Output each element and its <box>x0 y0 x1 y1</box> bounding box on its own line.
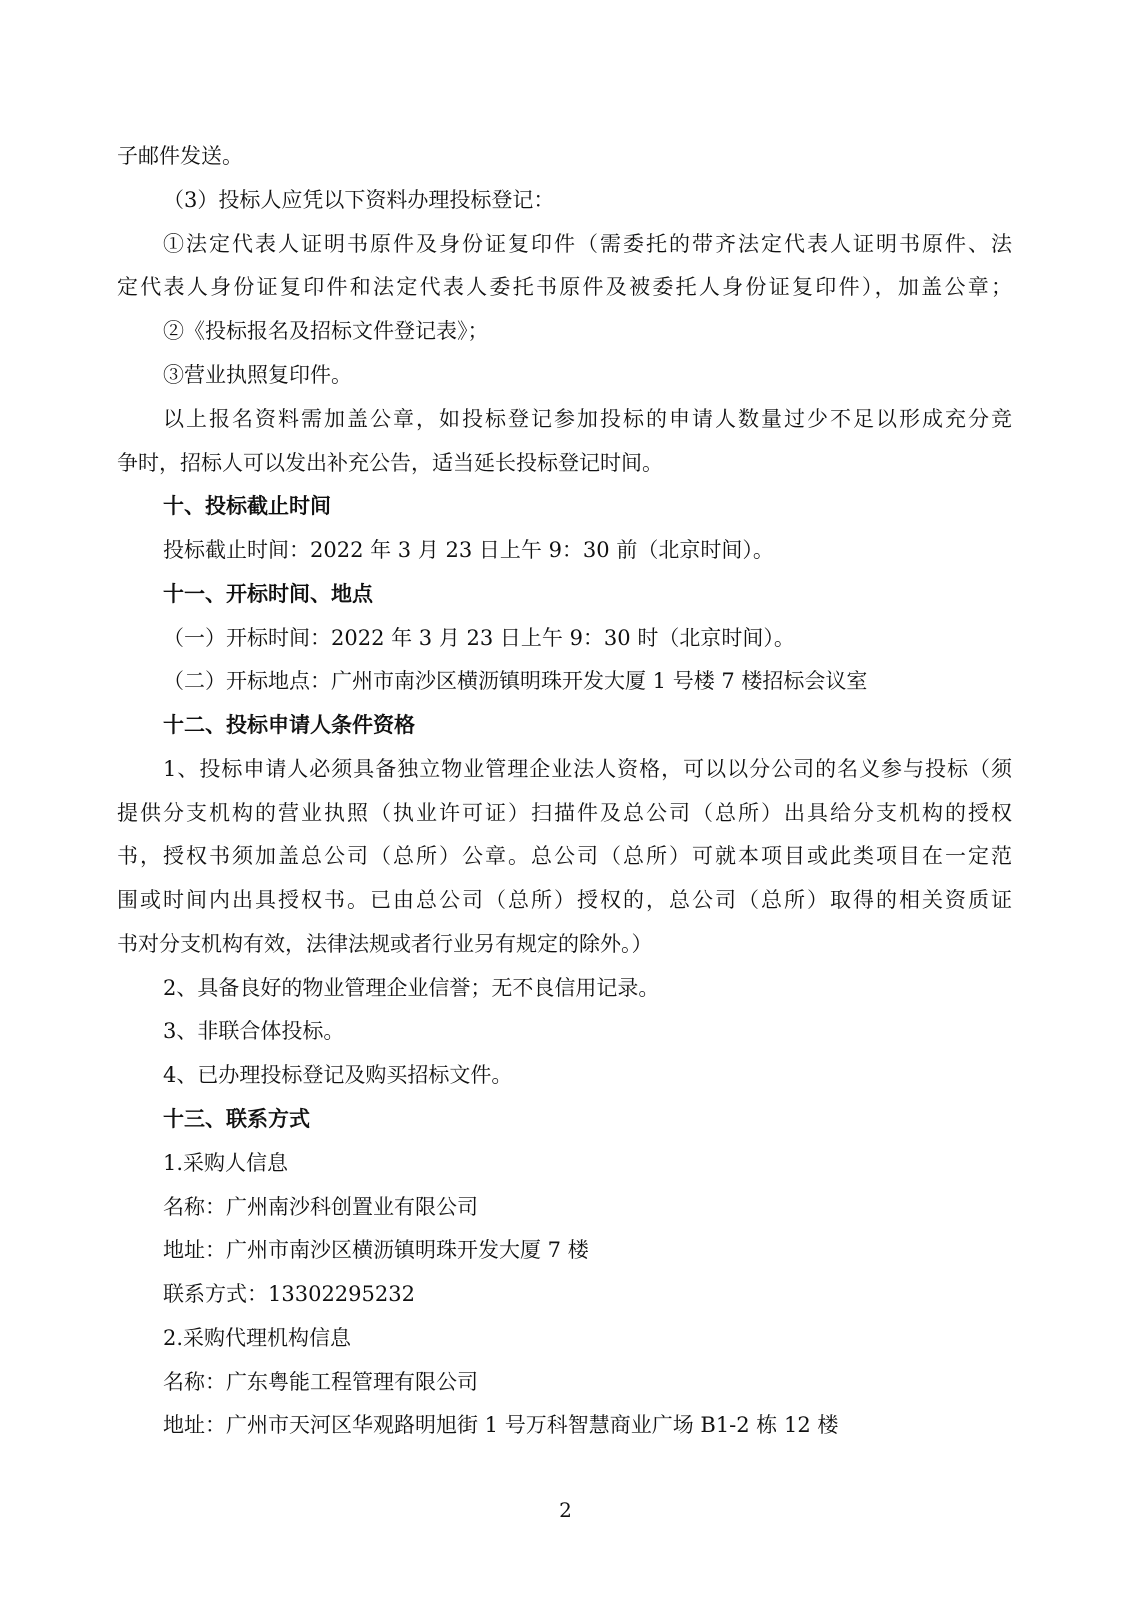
paragraph-line: ③营业执照复印件。 <box>163 363 352 387</box>
paragraph-line: 投标截止时间：2022 年 3 月 23 日上午 9：30 前（北京时间）。 <box>163 538 774 562</box>
paragraph-line: 争时，招标人可以发出补充公告，适当延长投标登记时间。 <box>117 451 663 475</box>
paragraph-line: ②《投标报名及招标文件登记表》； <box>163 319 489 343</box>
paragraph-line: 书对分支机构有效，法律法规或者行业另有规定的除外。） <box>117 932 653 956</box>
paragraph-line: 2.采购代理机构信息 <box>163 1326 352 1350</box>
section-heading: 十三、联系方式 <box>163 1107 310 1131</box>
paragraph-line: （一）开标时间：2022 年 3 月 23 日上午 9：30 时（北京时间）。 <box>163 626 795 650</box>
paragraph-line: 3、非联合体投标。 <box>163 1019 345 1043</box>
paragraph-line: 提供分支机构的营业执照（执业许可证）扫描件及总公司（总所）出具给分支机构的授权 <box>117 801 1012 825</box>
paragraph-line: （二）开标地点：广州市南沙区横沥镇明珠开发大厦 1 号楼 7 楼招标会议室 <box>163 669 868 693</box>
paragraph-line: 1、投标申请人必须具备独立物业管理企业法人资格，可以以分公司的名义参与投标（须 <box>163 757 1012 781</box>
paragraph-line: 定代表人身份证复印件和法定代表人委托书原件及被委托人身份证复印件），加盖公章； <box>117 275 1012 299</box>
page-number: 2 <box>559 1498 572 1522</box>
paragraph-line: 1.采购人信息 <box>163 1151 289 1175</box>
paragraph-line: 2、具备良好的物业管理企业信誉；无不良信用记录。 <box>163 976 660 1000</box>
paragraph-line: 书，授权书须加盖总公司（总所）公章。总公司（总所）可就本项目或此类项目在一定范 <box>117 844 1012 868</box>
paragraph-line: 联系方式：13302295232 <box>163 1282 415 1306</box>
paragraph-line: ①法定代表人证明书原件及身份证复印件（需委托的带齐法定代表人证明书原件、法 <box>163 232 1012 256</box>
paragraph-line: 围或时间内出具授权书。已由总公司（总所）授权的，总公司（总所）取得的相关资质证 <box>117 888 1012 912</box>
paragraph-line: 4、已办理投标登记及购买招标文件。 <box>163 1063 513 1087</box>
paragraph-line: 名称：广东粤能工程管理有限公司 <box>163 1370 478 1394</box>
paragraph-line: 子邮件发送。 <box>117 144 243 168</box>
paragraph-line: 以上报名资料需加盖公章，如投标登记参加投标的申请人数量过少不足以形成充分竞 <box>163 407 1012 431</box>
paragraph-line: 名称：广州南沙科创置业有限公司 <box>163 1195 478 1219</box>
paragraph-line: 地址：广州市天河区华观路明旭街 1 号万科智慧商业广场 B1-2 栋 12 楼 <box>163 1413 839 1437</box>
section-heading: 十、投标截止时间 <box>163 494 331 518</box>
section-heading: 十二、投标申请人条件资格 <box>163 713 415 737</box>
paragraph-line: 地址：广州市南沙区横沥镇明珠开发大厦 7 楼 <box>163 1238 589 1262</box>
section-heading: 十一、开标时间、地点 <box>163 582 373 606</box>
paragraph-line: （3）投标人应凭以下资料办理投标登记： <box>163 188 555 212</box>
